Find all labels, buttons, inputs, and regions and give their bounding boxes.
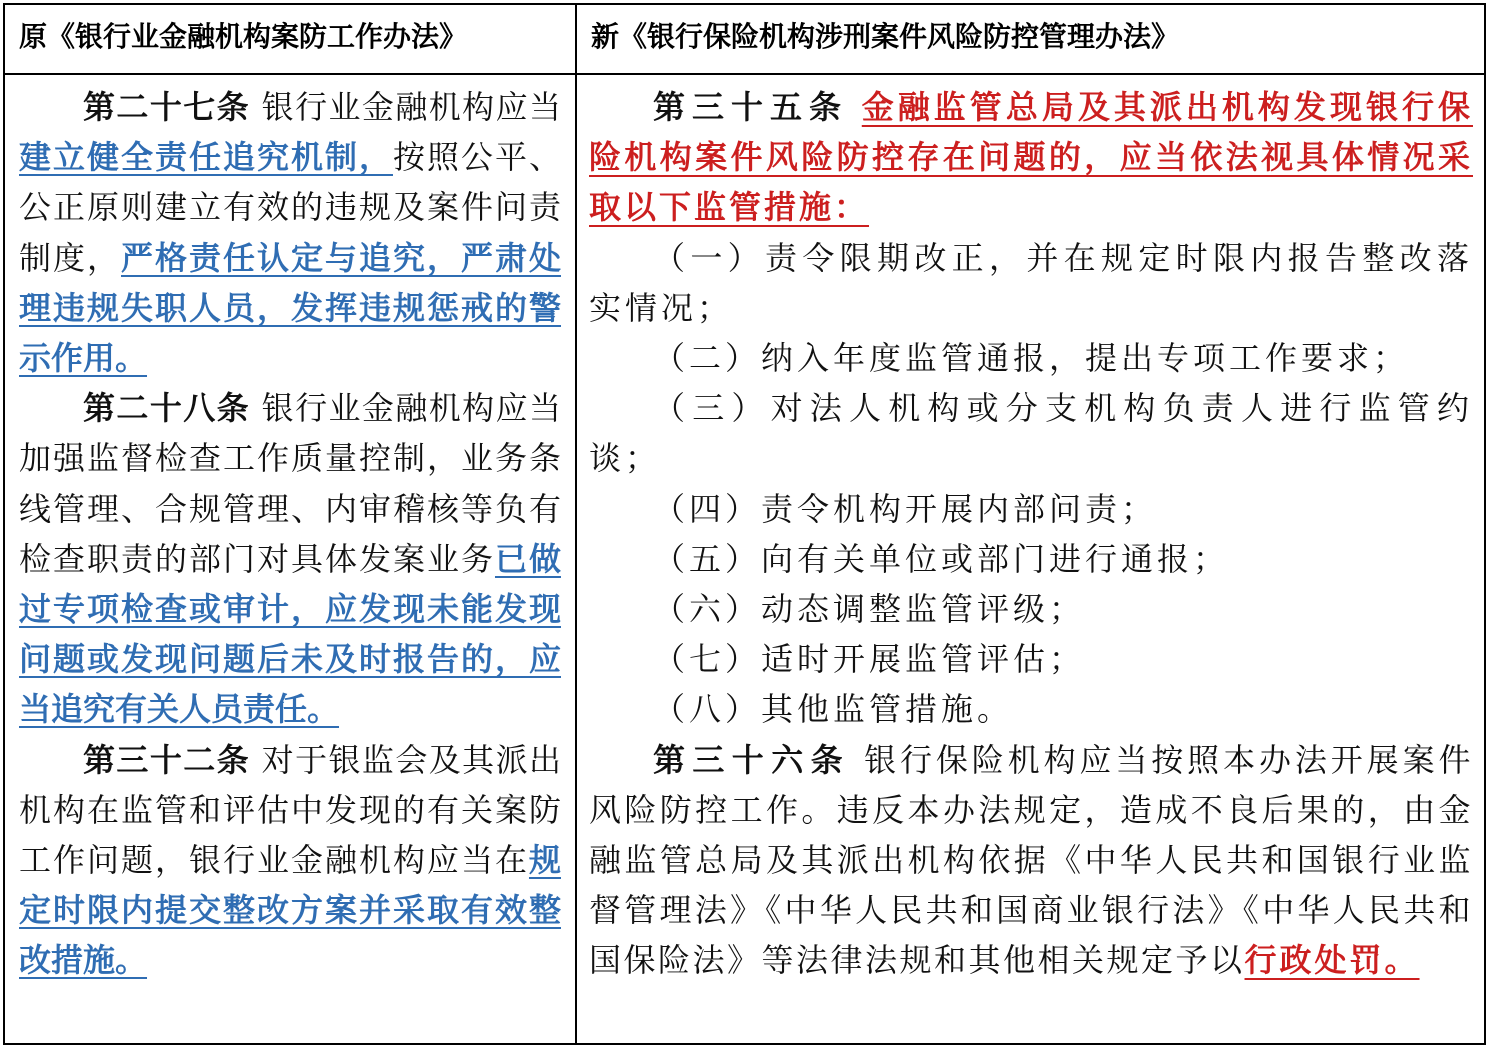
article-27-text-1: 银行业金融机构应当 xyxy=(250,88,561,126)
new-regulation-column xyxy=(589,82,1473,1035)
measure-item: （一）责令限期改正，并在规定时限内报告整改落实情况； xyxy=(589,238,1473,327)
article-32-text-1: 对于银监会及其派出机构在监管和评估中发现的有关案防工作问题，银行业金融机构应当在 xyxy=(19,740,561,880)
header-old-regulation: 原《银行业金融机构案防工作办法》 xyxy=(19,20,468,53)
article-36 xyxy=(589,735,1473,986)
measure-item: （五）向有关单位或部门进行通报； xyxy=(653,539,1230,578)
measure-item: （四）责令机构开展内部问责； xyxy=(653,489,1158,528)
article-32 xyxy=(19,735,561,986)
comparison-table xyxy=(3,3,1486,1045)
article-35 xyxy=(589,82,1473,233)
measure-item: （六）动态调整监管评级； xyxy=(653,590,1086,629)
measure-item: （八）其他监管措施。 xyxy=(653,690,1014,729)
article-28-highlight-1: 已做过专项检查或审计，应发现未能发现问题或发现问题后未及时报告的，应当追究有关人员责任。 xyxy=(19,539,561,729)
article-28 xyxy=(19,383,561,734)
article-32-title: 第三十二条 xyxy=(83,740,251,779)
article-27-highlight-2: 严格责任认定与追究，严肃处理违规失职人员，发挥违规惩戒的警示作用。 xyxy=(19,238,561,378)
article-27-highlight-1: 建立健全责任追究机制， xyxy=(19,138,393,177)
measure-item: （三）对法人机构或分支机构负责人进行监管约谈； xyxy=(589,389,1473,478)
article-28-text-1: 银行业金融机构应当加强监督检查工作质量控制，业务条线管理、合规管理、内审稽核等负有检查职责的部门对具体发案业务 xyxy=(19,389,561,578)
header-divider xyxy=(5,73,1484,75)
article-36-title: 第三十六条 xyxy=(653,740,850,779)
column-divider xyxy=(575,5,577,1043)
article-28-title: 第二十八条 xyxy=(83,389,251,428)
article-35-highlight: 金融监管总局及其派出机构发现银行保险机构案件风险防控存在问题的，应当依法视具体情况采取以下监管措施： xyxy=(589,88,1473,227)
old-regulation-column xyxy=(19,82,561,1035)
article-27-title: 第二十七条 xyxy=(83,88,251,126)
measure-item: （二）纳入年度监管通报，提出专项工作要求； xyxy=(653,339,1410,378)
header-new-regulation: 新《银行保险机构涉刑案件风险防控管理办法》 xyxy=(591,20,1180,53)
article-36-text: 银行保险机构应当按照本办法开展案件风险防控工作。违反本办法规定，造成不良后果的，由金融监管总局及其派出机构依据《中华人民共和国银行业监督管理法》《中华人民共和国商业银行法》《中华人民共和国保险法》等法律法规和其他相关规定予以 xyxy=(589,740,1473,980)
article-27 xyxy=(19,82,561,383)
article-27-text-2: 按照公平、公正原则建立有效的违规及案件问责制度， xyxy=(19,138,561,277)
article-32-highlight-1: 规定时限内提交整改方案并采取有效整改措施。 xyxy=(19,841,561,980)
measure-item: （七）适时开展监管评估； xyxy=(653,640,1086,679)
article-36-highlight: 行政处罚。 xyxy=(1244,941,1420,980)
article-35-title: 第三十五条 xyxy=(653,88,849,126)
